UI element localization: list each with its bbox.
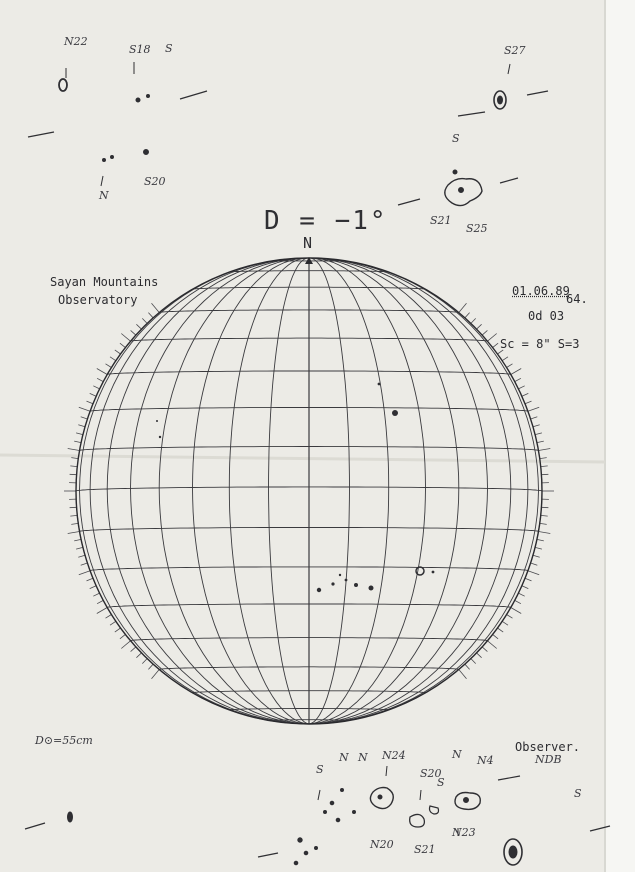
region-label-n4: N4 — [477, 754, 494, 767]
region-label-bottom-n3: N — [452, 748, 462, 761]
region-label-bottom-n2: N — [358, 751, 368, 764]
tilt-angle-label: D = −1° — [264, 206, 388, 236]
region-label-bottom-s-right: S — [574, 787, 582, 800]
region-label-n: N — [99, 189, 109, 202]
region-label-n22: N22 — [64, 35, 88, 48]
region-label-bottom-s: S — [316, 763, 324, 776]
region-label-s18: S18 — [129, 43, 151, 56]
region-label-s27: S27 — [504, 44, 526, 57]
region-label-s25: S25 — [466, 222, 488, 235]
region-label-s21: S21 — [430, 214, 452, 227]
region-label-n20: N20 — [370, 838, 394, 851]
region-label-bottom-s20: S20 — [420, 767, 442, 780]
observer-name: NDB — [535, 753, 562, 766]
observation-time: 0d 03 — [528, 309, 565, 323]
observatory-name-line2: Observatory — [58, 293, 138, 307]
north-label: N — [303, 234, 313, 252]
observatory-name-line1: Sayan Mountains — [50, 275, 159, 289]
image-diameter: D⊙=55cm — [35, 734, 93, 747]
region-label-n23: N23 — [452, 826, 476, 839]
region-label-bottom-n1: N — [339, 751, 349, 764]
observation-date: 01.06.89 — [512, 284, 570, 298]
region-label-s-mid: S — [452, 132, 460, 145]
seeing-estimate: Sc = 8" S=3 — [500, 337, 580, 351]
region-label-n24: N24 — [382, 749, 406, 762]
paper-edge — [605, 0, 635, 872]
region-label-bottom-s21: S21 — [414, 843, 436, 856]
region-label-s: S — [165, 42, 173, 55]
observer-label: Observer. — [515, 740, 581, 754]
region-label-bottom-s-b: S — [437, 776, 445, 789]
region-label-s20: S20 — [144, 175, 166, 188]
observation-number: 64. — [566, 292, 588, 306]
